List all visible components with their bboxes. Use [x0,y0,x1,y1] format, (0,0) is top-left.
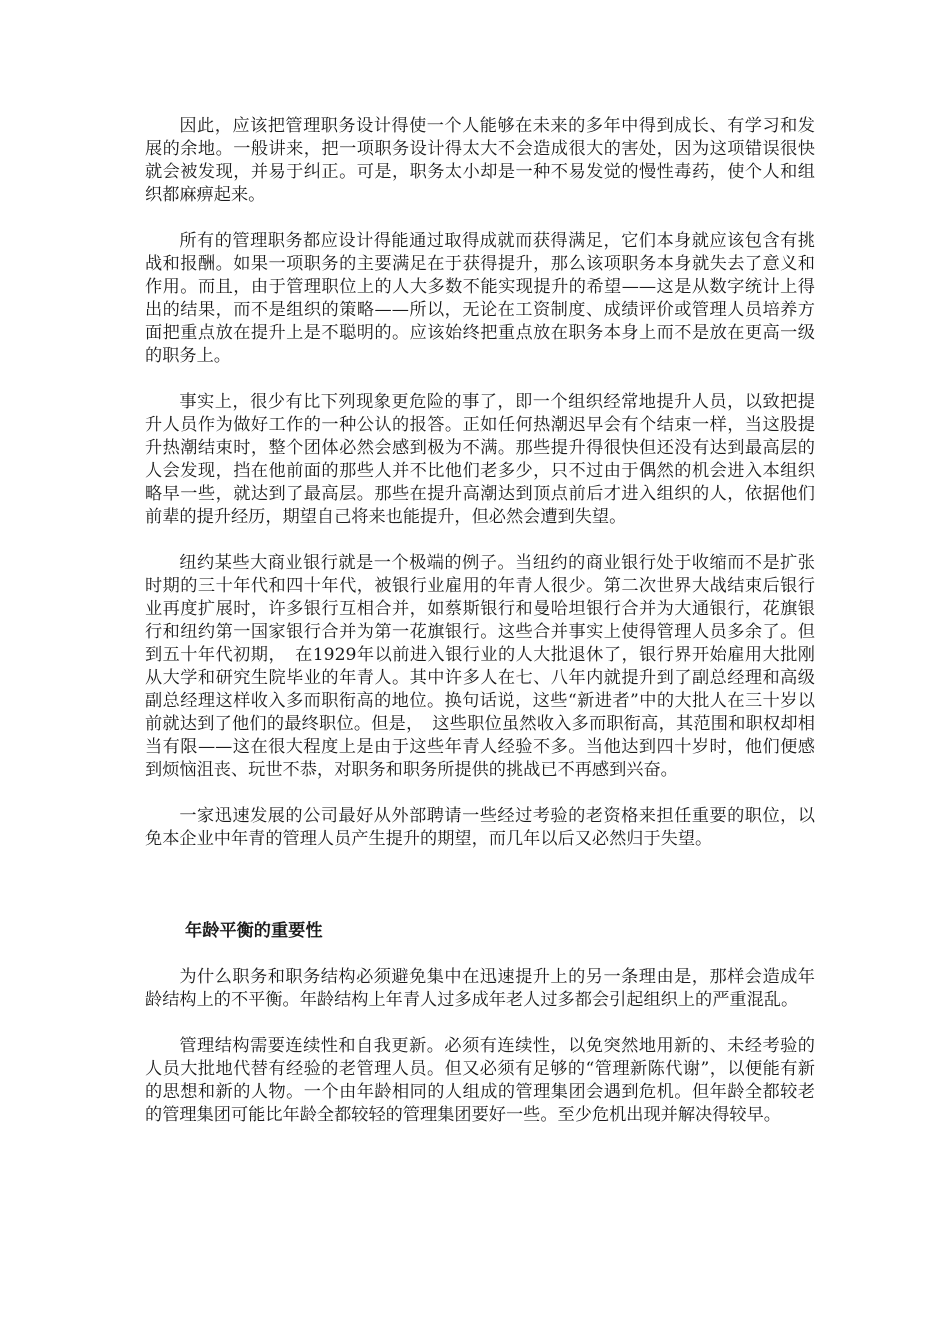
paragraph: 一家迅速发展的公司最好从外部聘请一些经过考验的老资格来担任重要的职位，以免本企业中年青的管理人员产生提升的期望，而几年以后又必然归于失望。 [145,806,815,849]
paragraph: 管理结构需要连续性和自我更新。必须有连续性，以免突然地用新的、未经考验的人员大批地代替有经验的老管理人员。但又必须有足够的“管理新陈代谢”，以便能有新的思想和新的人物。一个由年龄相同的人组成的管理集团会遇到危机。但年龄全都较老的管理集团可能比年龄全都较轻的管理集团要好一些。至少危机出现并解决得较早。 [145,1036,815,1125]
paragraph: 因此，应该把管理职务设计得使一个人能够在未来的多年中得到成长、有学习和发展的余地。一般讲来，把一项职务设计得太大不会造成很大的害处，因为这项错误很快就会被发现，并易于纠正。可是，职务太小却是一种不易发觉的慢性毒药，使个人和组织都麻痹起来。 [145,116,815,205]
paragraph: 为什么职务和职务结构必须避免集中在迅速提升上的另一条理由是，那样会造成年龄结构上的不平衡。年龄结构上年青人过多成年老人过多都会引起组织上的严重混乱。 [145,967,815,1010]
section-heading: 年龄平衡的重要性 [185,921,323,941]
document-body [145,115,815,1127]
paragraph: 所有的管理职务都应设计得能通过取得成就而获得满足，它们本身就应该包含有挑战和报酬。如果一项职务的主要满足在于获得提升，那么该项职务本身就失去了意义和作用。而且，由于管理职位上的人大多数不能实现提升的希望——这是从数字统计上得出的结果，而不是组织的策略——所以，无论在工资制度、成绩评价或管理人员培养方面把重点放在提升上是不聪明的。应该始终把重点放在职务本身上而不是放在更高一级的职务上。 [145,231,815,366]
paragraph: 事实上，很少有比下列现象更危险的事了，即一个组织经常地提升人员，以致把提升人员作为做好工作的一种公认的报答。正如任何热潮迟早会有个结束一样，当这股提升热潮结束时，整个团体必然会感到极为不满。那些提升得很快但还没有达到最高层的人会发现，挡在他前面的那些人并不比他们老多少，只不过由于偶然的机会进入本组织略早一些，就达到了最高层。那些在提升高潮达到顶点前后才进入组织的人，依据他们前辈的提升经历，期望自己将来也能提升，但必然会遭到失望。 [145,392,815,527]
paragraph: 纽约某些大商业银行就是一个极端的例子。当纽约的商业银行处于收缩而不是扩张时期的三十年代和四十年代，被银行业雇用的年青人很少。第二次世界大战结束后银行业再度扩展时，许多银行互相合并，如蔡斯银行和曼哈坦银行合并为大通银行，花旗银行和纽约第一国家银行合并为第一花旗银行。这些合并事实上使得管理人员多余了。但到五十年代初期， 在1929年以前进入银行业的人大批退休了，银行界开始雇用大批刚从大学和研究生院毕业的年青人。其中许多人在七、八年内就提升到了副总经理和高级副总经理这样收入多而职衔高的地位。换句话说，这些“新进者”中的大批人在三十岁以前就达到了他们的最终职位。但是， 这些职位虽然收入多而职衔高，其范围和职权却相当有限——这在很大程度上是由于这些年青人经验不多。当他达到四十岁时，他们便感到烦恼沮丧、玩世不恭，对职务和职务所提供的挑战已不再感到兴奋。 [145,553,815,780]
